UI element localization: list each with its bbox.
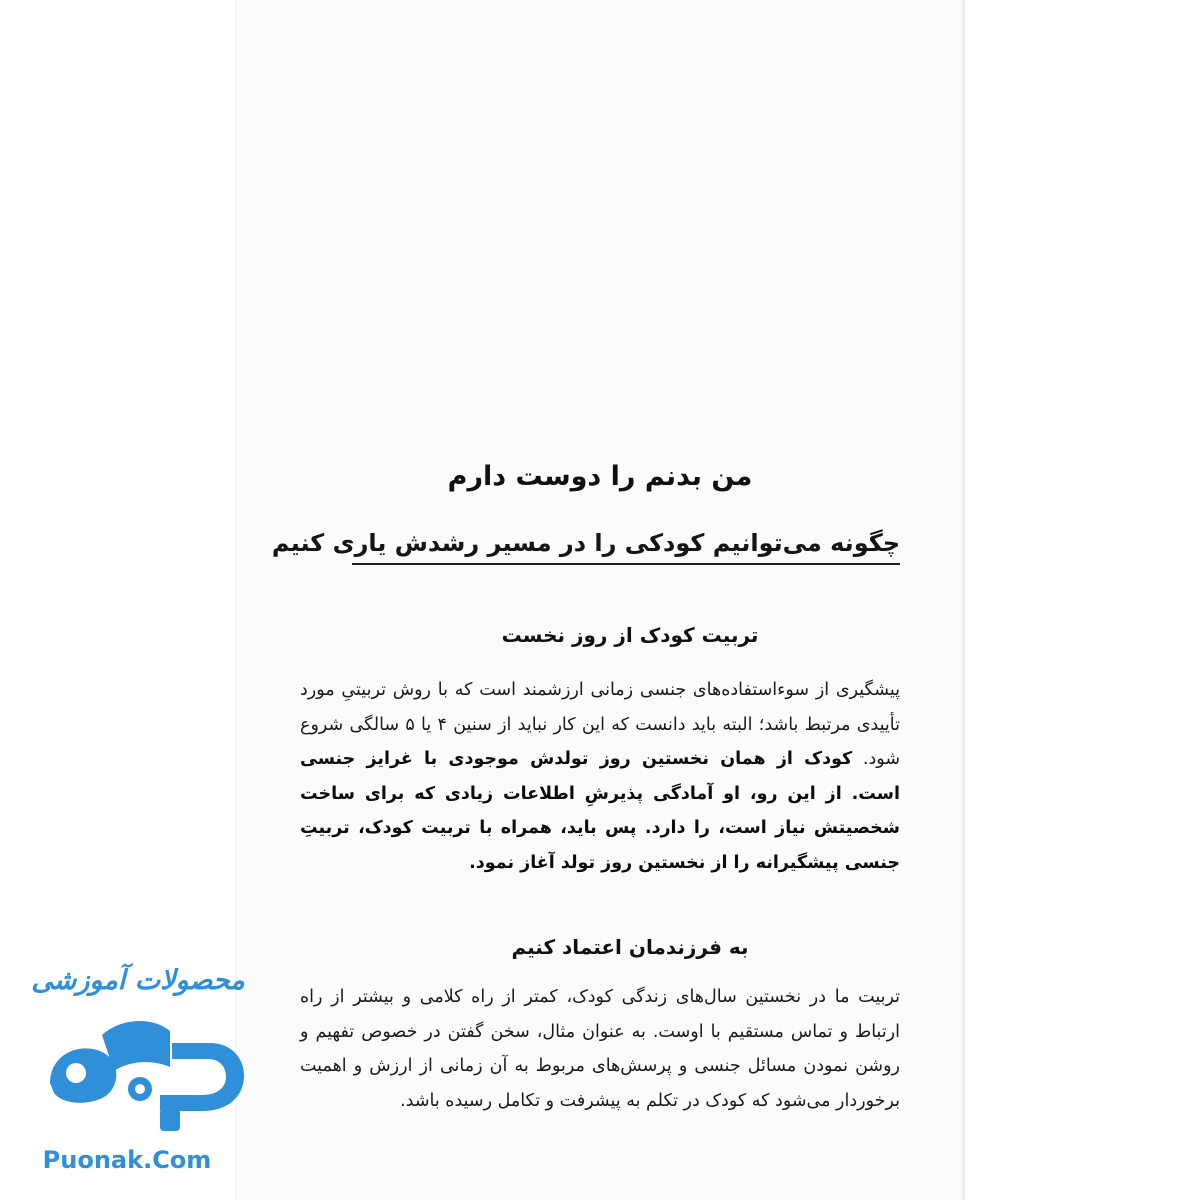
page-content	[271, 0, 900, 1200]
book-subtitle: چگونه می‌توانیم کودکی را در مسیر رشدش یاری کنیم	[352, 529, 900, 565]
paragraph-bold-text: کودک از همان نخستین روز تولدش موجودی با غرایز جنسی است. از این رو، او آمادگی پذیرشِ اطلاعات زیادی که برای ساخت شخصیتش نیاز است، را دارد. پس باید، همراه با تربیت کودک، تربیتِ جنسی پیشگیرانه را از نخستین روز تولد آغاز نمود.	[300, 749, 900, 873]
section-paragraph-trust-child: تربیت ما در نخستین سال‌های زندگی کودک، کمتر از راه کلامی و بیشتر از راه ارتباط و تماس مستقیم با اوست. به عنوان مثال، سخن گفتن در خصوص تفهیم و روشن نمودن مسائل جنسی و پرسش‌های مربوط به آن زمانی از ارزش و اهمیت برخوردار می‌شود که کودک در تکلم به پیشرفت و تکامل رسیده باشد.	[300, 987, 900, 1111]
page-edge-shadow	[962, 0, 964, 1200]
book-title: من بدنم را دوست دارم	[447, 461, 753, 492]
puonak-watermark	[0, 965, 260, 1200]
section-heading-raising-child: تربیت کودک از روز نخست	[501, 623, 759, 647]
watermark-tagline: محصولات آموزشی	[31, 965, 245, 996]
paragraph-regular-text: پیشگیری از سوءاستفاده‌های جنسی زمانی ارزشمند است که با روش تربیتیِ مورد تأییدی مرتبط باشد؛ البته باید دانست که این کار نباید از سنین ۴ یا ۵ سالگی شروع شود.	[300, 680, 900, 769]
section-heading-trust-child: به فرزندمان اعتماد کنیم	[511, 935, 749, 959]
puonak-logo-icon	[42, 1013, 252, 1133]
watermark-url: Puonak.Com	[42, 1146, 212, 1174]
section-paragraph-raising-child	[300, 673, 900, 880]
